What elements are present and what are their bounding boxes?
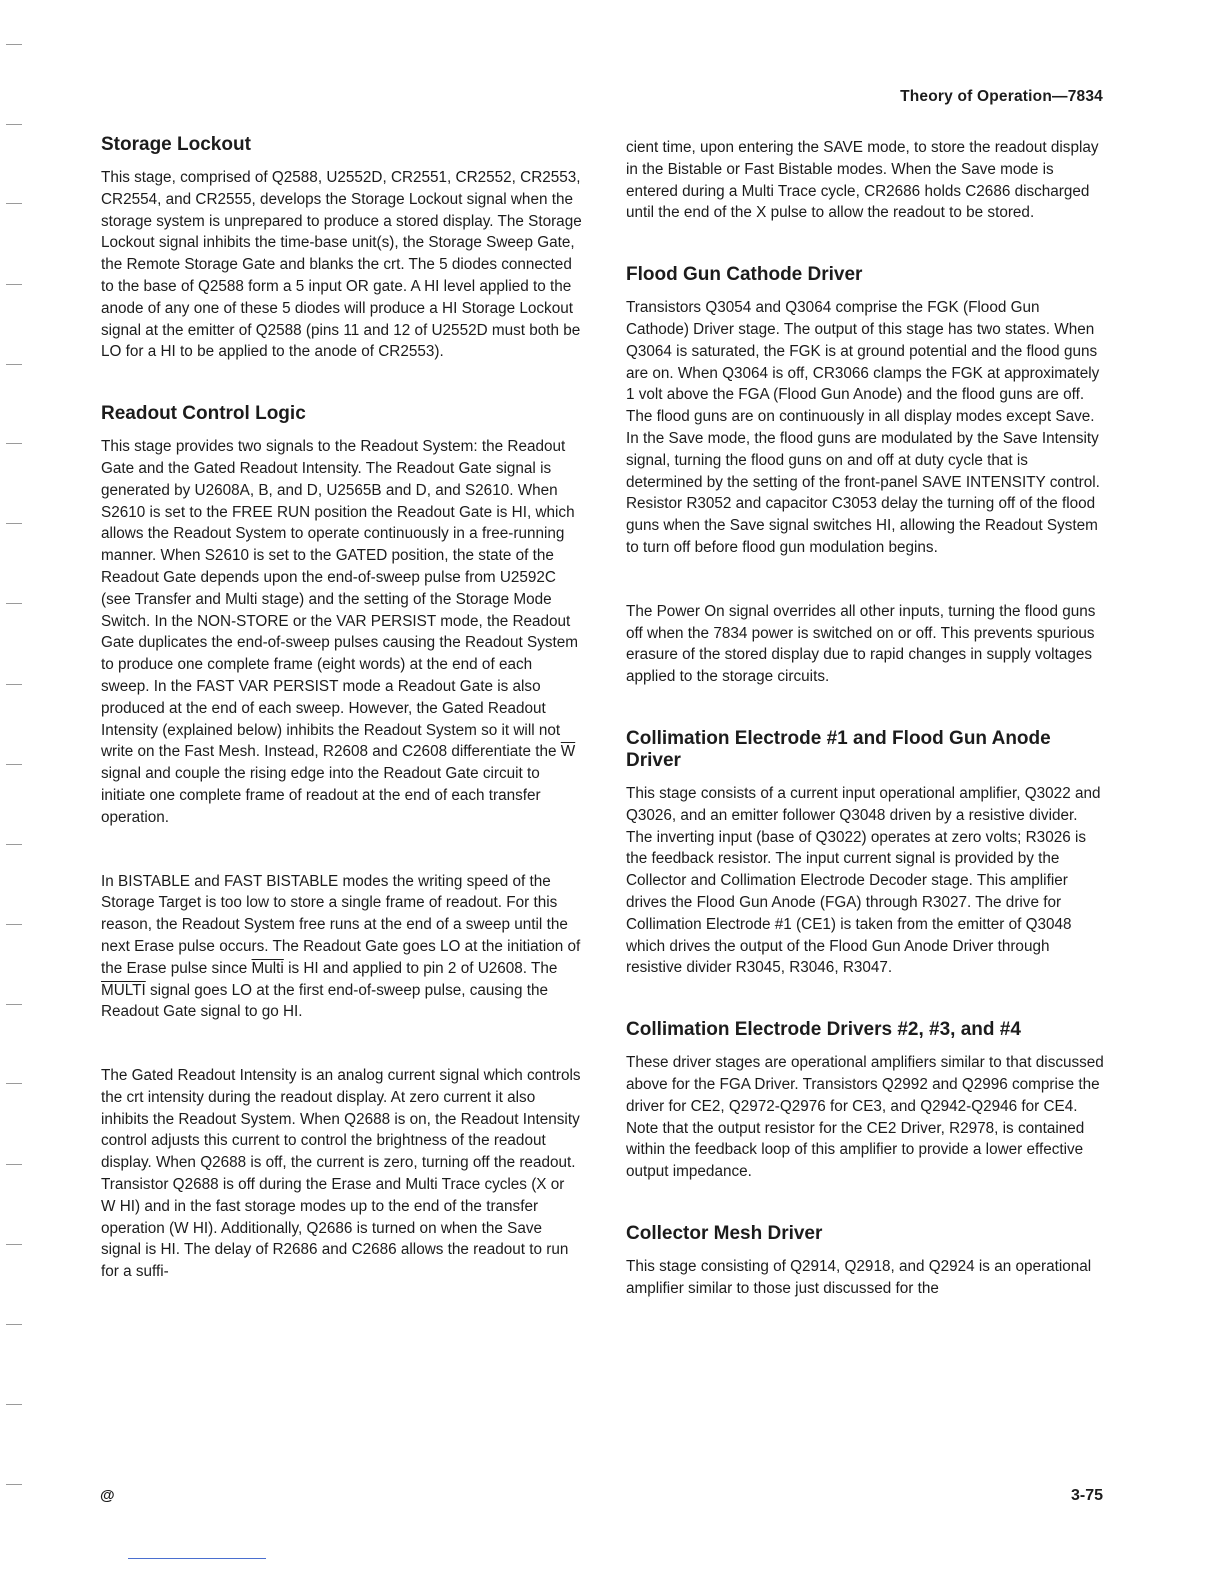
right-column: [626, 137, 1104, 1299]
section-heading-readout-control-logic: Readout Control Logic: [101, 403, 306, 425]
paragraph: This stage, comprised of Q2588, U2552D, CR2551, CR2552, CR2553, CR2554, and CR2555, develops the Storage Lockout signal when the storage system is unprepared to produce a stored display. The Storage Lockout signal inhibits the time-base unit(s), the Storage Sweep Gate, the Remote Storage Gate and blanks the crt. The 5 diodes connected to the base of Q2588 form a 5 input OR gate. A HI level applied to the anode of any one of these 5 diodes will produce a HI Storage Lockout signal at the emitter of Q2588 (pins 11 and 12 of U2552D must both be LO for a HI to be applied to the anode of CR2553).: [101, 169, 582, 361]
section-heading-collector-mesh-driver: Collector Mesh Driver: [626, 1222, 823, 1244]
scan-edge-marks: [4, 0, 34, 1584]
left-column: [101, 134, 583, 1283]
paragraph: The Gated Readout Intensity is an analog current signal which controls the crt intensity during the readout display. At zero current it also inhibits the Readout System. When Q2688 is on, the Readout Intensity control adjusts this current to control the brightness of the readout display. When Q2688 is off, the current is zero, turning off the readout. Transistor Q2688 is off during the Erase and Multi Trace cycles (X or W HI) and in the fast storage modes up to the end of the transfer operation (W HI). Additionally, Q2686 is turned on when the Save signal is HI. The delay of R2686 and C2686 allows the readout to run for a suffi-: [101, 1067, 581, 1281]
paragraph: Transistors Q3054 and Q3064 comprise the FGK (Flood Gun Cathode) Driver stage. The output of this stage has two states. When Q3064 is saturated, the FGK is at ground potential and the flood guns are on. When Q3064 is off, CR3066 clamps the FGK at approximately 1 volt above the FGA (Flood Gun Anode) and the flood guns are off. The flood guns are on continuously in all display modes except Save. In the Save mode, the flood guns are modulated by the Save Intensity signal, turning the flood guns on and off at duty cycle that is determined by the setting of the front-panel SAVE INTENSITY control. Resistor R3052 and capacitor C3053 delay the turning off of the flood guns when the Save signal switches HI, allowing the Readout System to turn off before flood gun modulation begins.: [626, 299, 1100, 556]
scan-edge-line: [128, 1558, 266, 1559]
paragraph: In BISTABLE and FAST BISTABLE modes the writing speed of the Storage Target is too low to store a single frame of readout. For this reason, the Readout System free runs at the end of a sweep until the next Erase pulse occurs. The Readout Gate goes LO at the initiation of the Erase pulse since Multi is HI and applied to pin 2 of U2608. The MULTI signal goes LO at the first end-of-sweep pulse, causing the Readout Gate signal to go HI.: [101, 872, 581, 1021]
section-heading-storage-lockout: Storage Lockout: [101, 134, 251, 155]
w-signal-overbar: $\overline{W}$: [560, 743, 576, 761]
page-number: 3-75: [1070, 1487, 1103, 1504]
section-heading-collimation-electrode-drivers: Collimation Electrode Drivers #2, #3, and #4: [626, 1019, 1021, 1041]
multi-signal-overbar-caps: MULTI: [101, 981, 146, 999]
paragraph: This stage provides two signals to the Readout System: the Readout Gate and the Gated Readout Intensity. The Readout Gate signal is generated by U2608A, B, and D, U2565B and D, and S2610. When S2610 is set to the FREE RUN position the Readout Gate is HI, which allows the Readout System to operate continuously in a free-running manner. When S2610 is set to the GATED position, the state of the Readout Gate depends upon the end-of-sweep pulse from U2592C (see Transfer and Multi stage) and the setting of the Storage Mode Switch. In the NON-STORE or the VAR PERSIST mode, the Readout Gate duplicates the end-of-sweep pulses causing the Readout System to produce one complete frame (eight words) at the end of each sweep. In the FAST VAR PERSIST mode a Readout Gate is also produced at the end of each sweep. However, the Gated Readout Intensity (explained below) inhibits the Readout System so it will not write on the Fast Mesh. Instead, R2608 and C2608 differentiate the $\overline{W}$ signal and couple the rising edge into the Readout Gate circuit to initiate one complete frame of readout at the end of each transfer operation.: [101, 438, 579, 826]
multi-signal-overbar: Multi: [251, 959, 284, 977]
paragraph: This stage consists of a current input operational amplifier, Q3022 and Q3026, and an emitter follower Q3048 driven by a resistive divider. The inverting input (base of Q3022) operates at zero volts; R3026 is the feedback resistor. The input current signal is provided by the Collector and Collimation Electrode Decoder stage. This amplifier drives the Flood Gun Anode (FGA) through R3027. The drive for Collimation Electrode #1 (CE1) is taken from the emitter of Q3048 which drives the output of the Flood Gun Anode Driver through resistive divider R3045, R3046, R3047.: [626, 784, 1101, 977]
paragraph-continued: cient time, upon entering the SAVE mode, to store the readout display in the Bistable or Fast Bistable modes. When the Save mode is entered during a Multi Trace cycle, CR2686 holds C2686 discharged until the end of the X pulse to allow the readout to be stored.: [626, 139, 1099, 222]
page-header: Theory of Operation—7834: [900, 88, 1103, 105]
paragraph: These driver stages are operational amplifiers similar to that discussed above for the FGA Driver. Transistors Q2992 and Q2996 comprise the driver for CE2, Q2972-Q2976 for CE3, and Q2942-Q2946 for CE4. Note that the output resistor for the CE2 Driver, R2978, is contained within the feedback loop of this amplifier to provide a lower effective output impedance.: [626, 1054, 1104, 1181]
paragraph: This stage consisting of Q2914, Q2918, and Q2924 is an operational amplifier similar to those just discussed for the: [626, 1257, 1092, 1297]
section-heading-flood-gun-cathode-driver: Flood Gun Cathode Driver: [626, 264, 863, 286]
paragraph: The Power On signal overrides all other inputs, turning the flood guns off when the 7834 power is switched on or off. This prevents spurious erasure of the stored display due to rapid changes in supply voltages applied to the storage circuits.: [626, 602, 1096, 686]
footer-mark: @: [100, 1487, 115, 1504]
section-heading-collimation-electrode-1: Collimation Electrode #1 and Flood Gun Anode Driver: [626, 727, 1051, 771]
